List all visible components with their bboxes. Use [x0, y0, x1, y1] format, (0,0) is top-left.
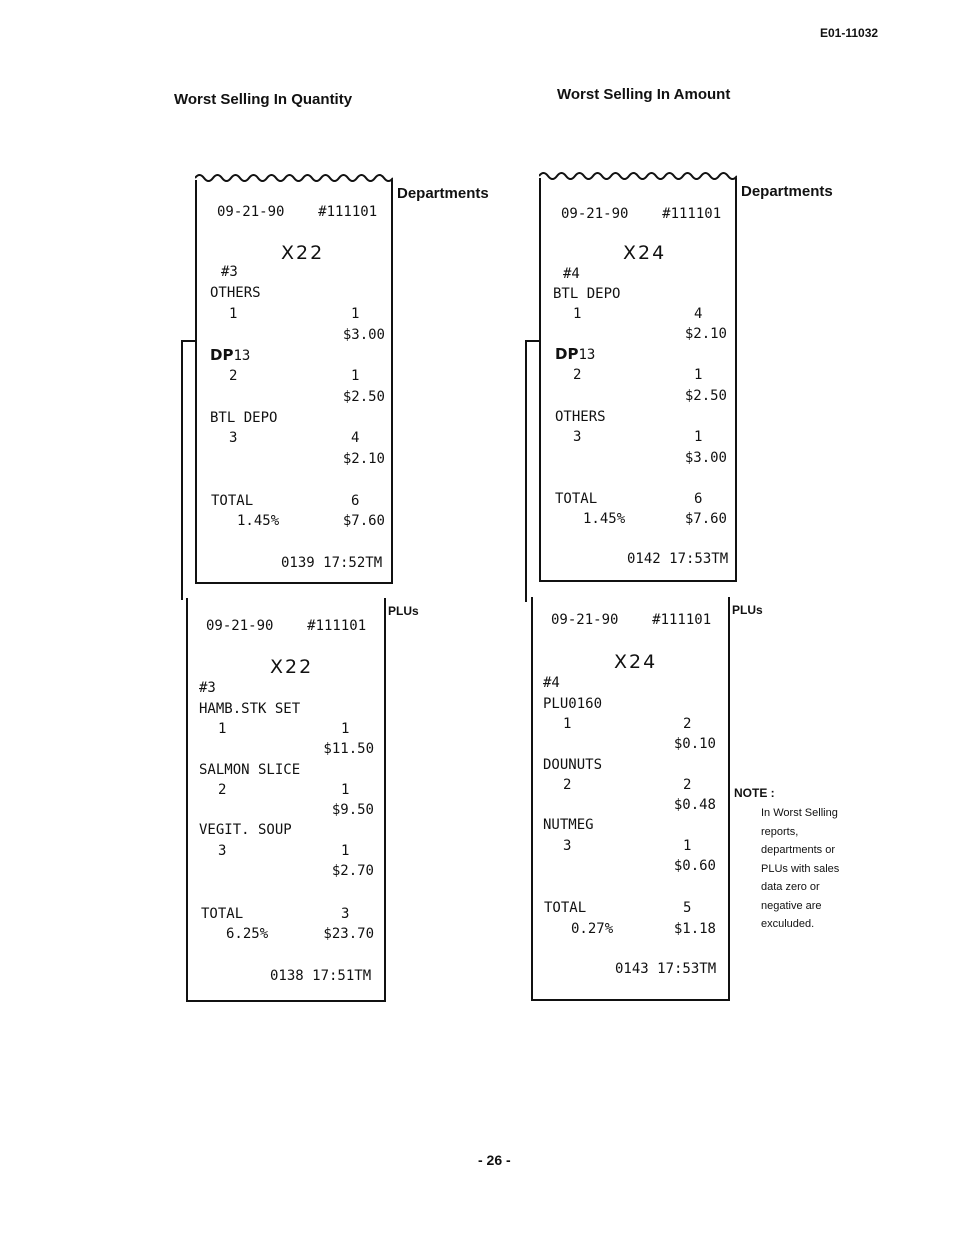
receipt-footer: 0139 17:52TM [281, 555, 383, 571]
item-rank: 3 [218, 843, 227, 859]
item-name: DP13 [210, 346, 251, 364]
item-name: OTHERS [210, 285, 261, 301]
receipt-connector-line [525, 340, 527, 602]
document-id: E01-11032 [820, 26, 879, 40]
receipt-header: 09-21-90 #111101 [551, 612, 712, 628]
item-rank: 2 [229, 368, 238, 384]
item-rank: 3 [563, 838, 572, 854]
tear-edge-icon [195, 170, 393, 184]
receipt-header: 09-21-90 #111101 [561, 206, 722, 222]
item-qty: 1 [341, 782, 350, 798]
receipt-header: 09-21-90 #111101 [206, 618, 367, 634]
total-qty: 6 [351, 493, 360, 509]
item-qty: 1 [351, 368, 360, 384]
item-qty: 2 [683, 777, 692, 793]
label-departments: Departments [741, 183, 833, 200]
item-rank: 2 [563, 777, 572, 793]
total-label: TOTAL [201, 906, 244, 922]
item-qty: 1 [694, 429, 703, 445]
report-code: X24 [623, 242, 667, 264]
page-number: - 26 - [478, 1152, 511, 1168]
receipt-footer: 0142 17:53TM [627, 551, 729, 567]
item-name: BTL DEPO [210, 410, 278, 426]
item-name-suffix: 13 [578, 347, 596, 363]
total-label: TOTAL [211, 493, 254, 509]
total-qty: 5 [683, 900, 692, 916]
item-name: DOUNUTS [543, 757, 603, 773]
item-amount: $2.50 [684, 388, 727, 404]
total-amount: $1.18 [673, 921, 716, 937]
report-code: X22 [281, 242, 325, 264]
note-line: exculuded. [761, 918, 815, 930]
total-amount: $23.70 [323, 926, 374, 942]
total-label: TOTAL [544, 900, 587, 916]
item-qty: 1 [341, 721, 350, 737]
item-rank: 2 [573, 367, 582, 383]
item-amount: $0.48 [673, 797, 716, 813]
note-title: NOTE : [734, 786, 775, 800]
item-amount: $2.50 [342, 389, 385, 405]
label-departments: Departments [397, 185, 489, 202]
report-code: X24 [614, 651, 658, 673]
item-amount: $0.60 [673, 858, 716, 874]
receipt-amount-plus [531, 597, 730, 1001]
item-qty: 4 [694, 306, 703, 322]
total-amount: $7.60 [342, 513, 385, 529]
note-line: data zero or [761, 881, 820, 893]
item-rank: 1 [229, 306, 238, 322]
heading-worst-selling-amount: Worst Selling In Amount [557, 86, 731, 103]
label-plus: PLUs [388, 604, 419, 618]
report-code: X22 [270, 656, 314, 678]
receipt-connector-line [181, 340, 196, 342]
item-amount: $11.50 [323, 741, 374, 757]
receipt-header: 09-21-90 #111101 [217, 204, 378, 220]
heading-worst-selling-quantity: Worst Selling In Quantity [174, 91, 353, 108]
total-qty: 3 [341, 906, 350, 922]
item-amount: $0.10 [673, 736, 716, 752]
item-qty: 1 [683, 838, 692, 854]
item-name: HAMB.STK SET [199, 701, 301, 717]
item-rank: 1 [563, 716, 572, 732]
receipt-footer: 0143 17:53TM [615, 961, 717, 977]
note-line: PLUs with sales [761, 862, 840, 875]
item-name: BTL DEPO [553, 286, 621, 302]
item-rank: 3 [229, 430, 238, 446]
receipt-amount-departments [539, 178, 737, 582]
item-amount: $2.10 [342, 451, 385, 467]
note-line: negative are [761, 899, 822, 912]
item-name: NUTMEG [543, 817, 594, 833]
item-amount: $2.10 [684, 326, 727, 342]
item-qty: 1 [351, 306, 360, 322]
item-amount: $3.00 [342, 327, 385, 343]
item-name: DP13 [555, 345, 596, 363]
total-percent: 1.45% [583, 511, 626, 527]
item-name: VEGIT. SOUP [199, 822, 292, 838]
receipt-connector-line [525, 340, 540, 342]
rank-count: #3 [221, 264, 238, 280]
item-amount: $2.70 [331, 863, 374, 879]
item-name: PLU0160 [543, 696, 603, 712]
item-name-suffix: 13 [233, 348, 251, 364]
note-box [734, 786, 840, 930]
receipt-connector-line [181, 340, 183, 600]
total-qty: 6 [694, 491, 703, 507]
label-plus: PLUs [732, 603, 763, 617]
item-qty: 1 [694, 367, 703, 383]
total-amount: $7.60 [684, 511, 727, 527]
note-line: reports, [761, 825, 799, 838]
total-percent: 1.45% [237, 513, 280, 529]
receipt-qty-departments [195, 180, 393, 584]
item-qty: 4 [351, 430, 360, 446]
item-qty: 2 [683, 716, 692, 732]
item-rank: 3 [573, 429, 582, 445]
note-line: departments or [761, 844, 835, 856]
item-rank: 1 [218, 721, 227, 737]
item-rank: 1 [573, 306, 582, 322]
receipt-qty-plus [186, 598, 386, 1002]
total-percent: 6.25% [226, 926, 269, 942]
receipt-footer: 0138 17:51TM [270, 968, 372, 984]
item-name: SALMON SLICE [199, 762, 301, 778]
note-line: In Worst Selling [761, 807, 838, 819]
item-amount: $9.50 [331, 802, 374, 818]
tear-edge-icon [539, 168, 737, 182]
rank-count: #4 [563, 266, 580, 282]
rank-count: #4 [543, 675, 560, 691]
note-body [761, 804, 861, 934]
item-name: OTHERS [555, 409, 606, 425]
item-rank: 2 [218, 782, 227, 798]
item-qty: 1 [341, 843, 350, 859]
item-amount: $3.00 [684, 450, 727, 466]
total-label: TOTAL [555, 491, 598, 507]
rank-count: #3 [199, 680, 216, 696]
total-percent: 0.27% [571, 921, 614, 937]
